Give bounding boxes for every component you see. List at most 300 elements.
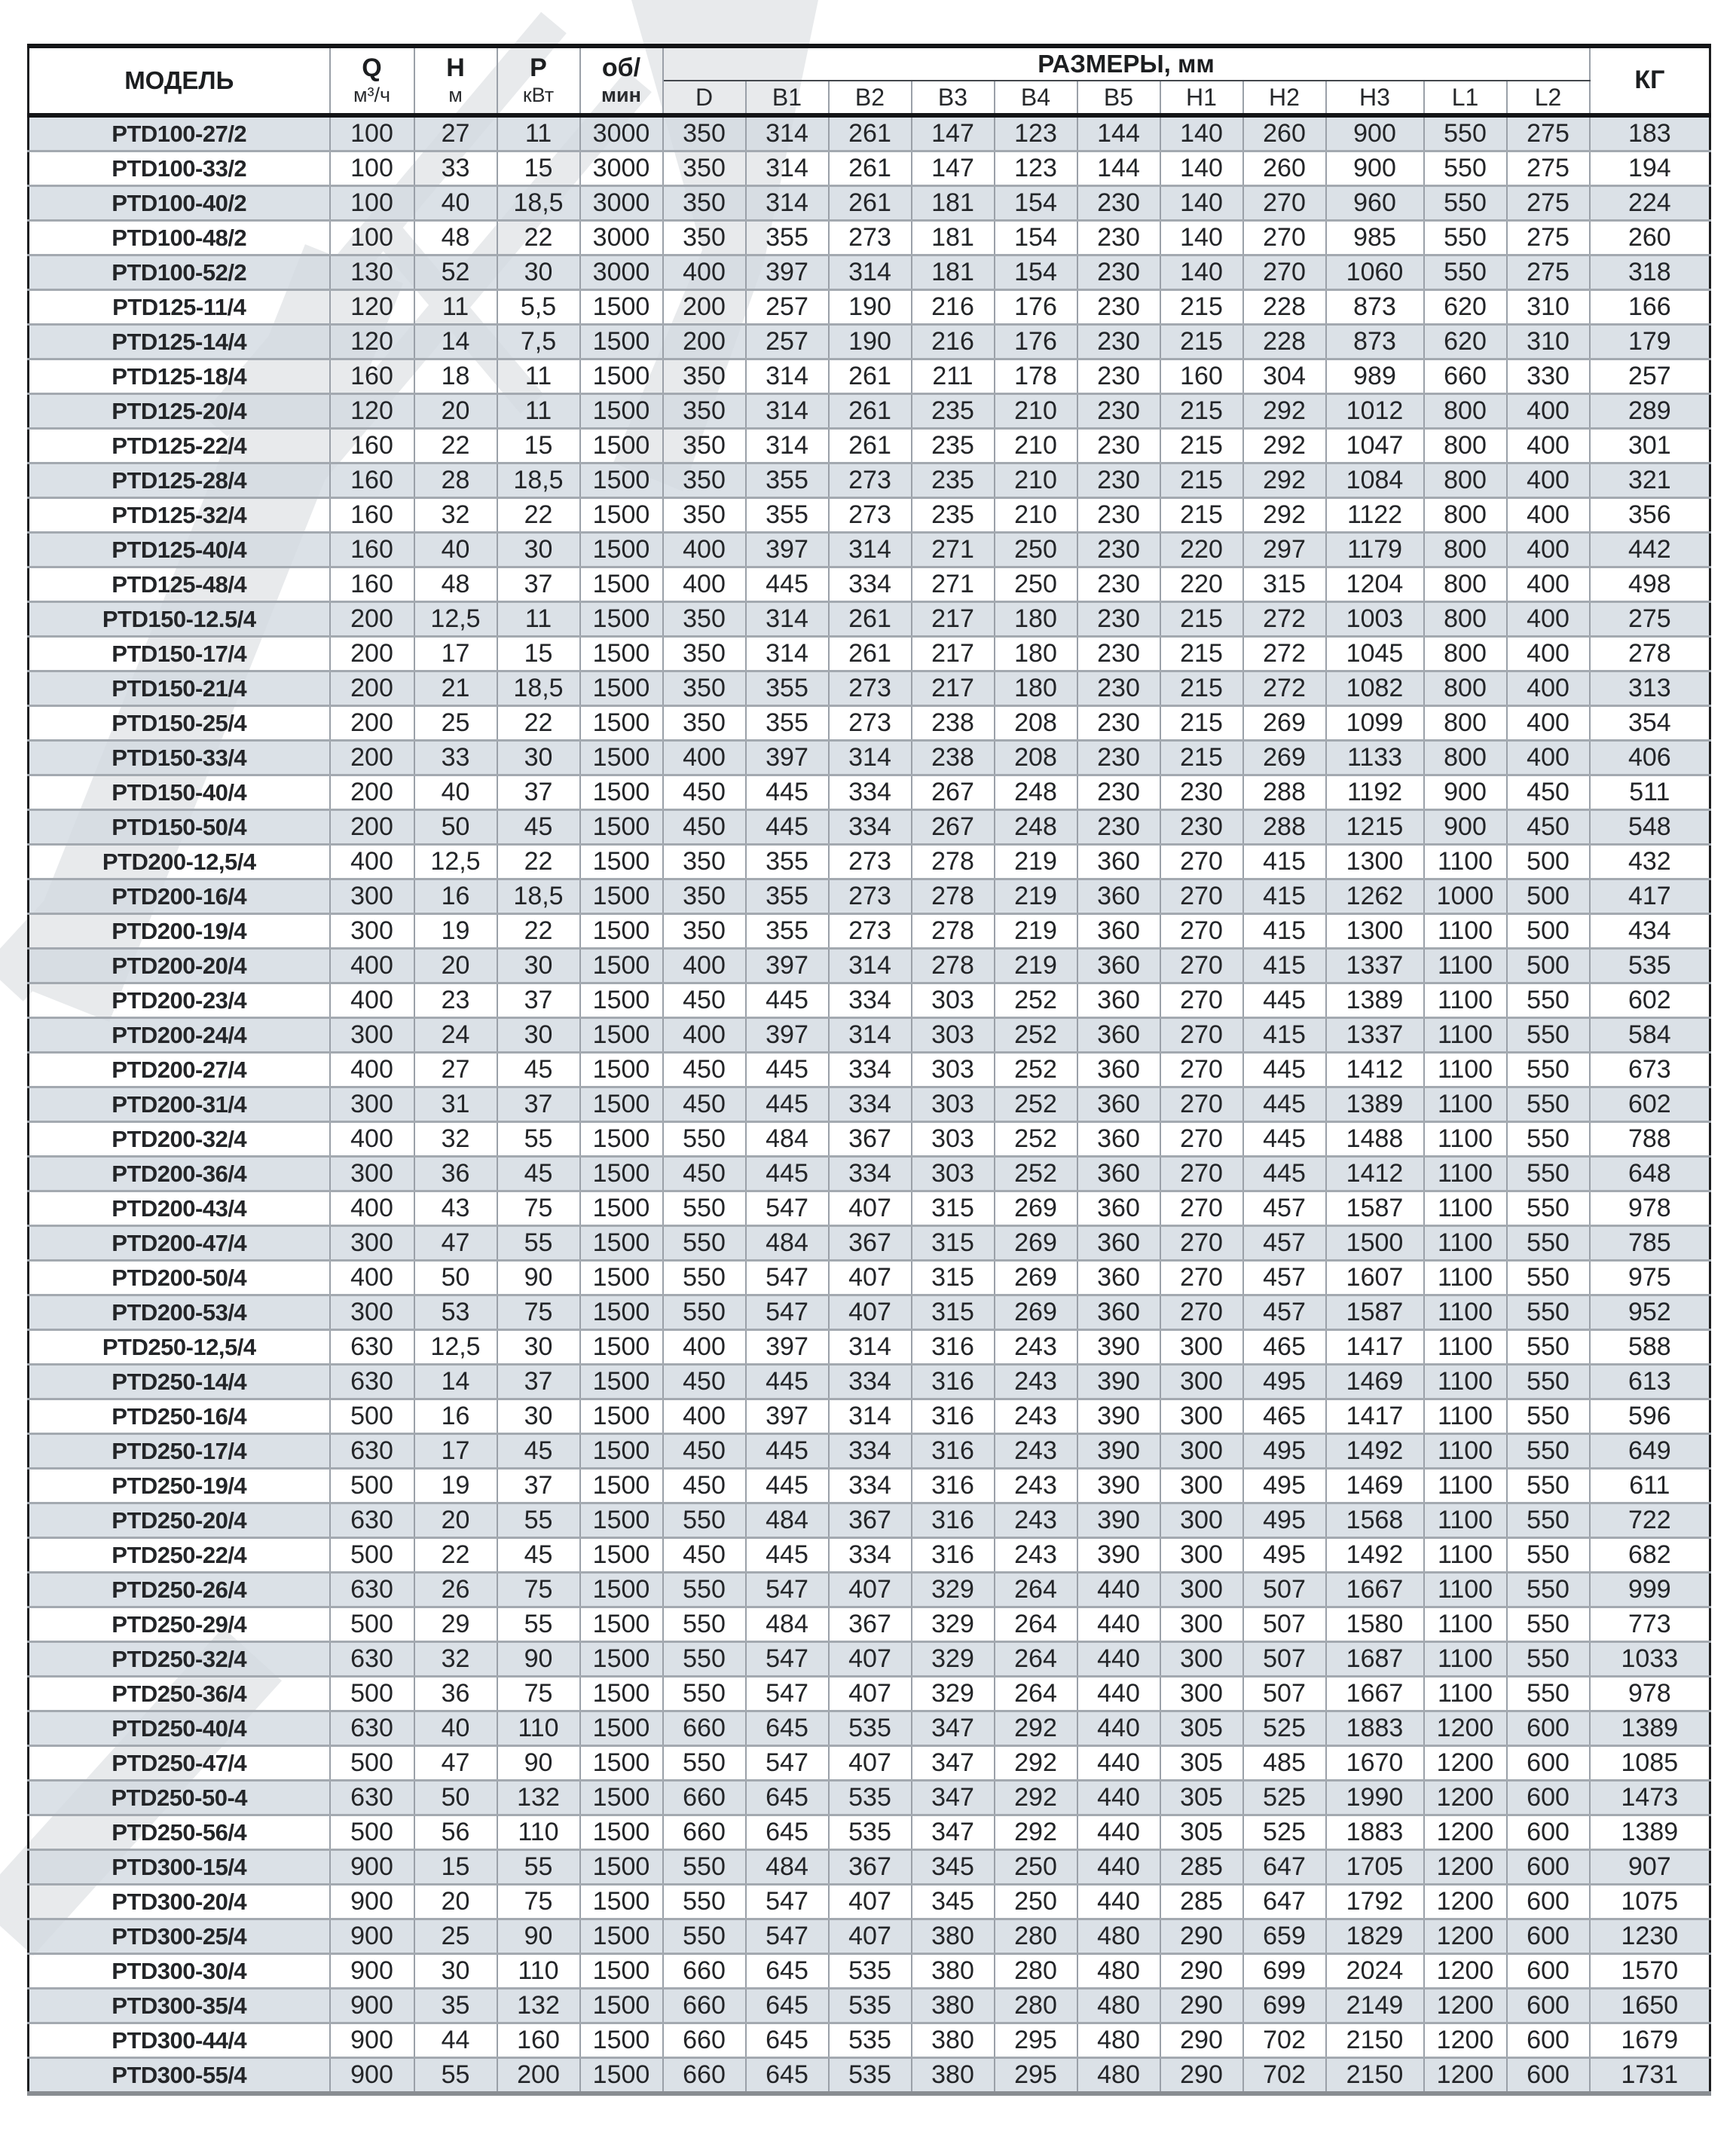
cell-b2: 407 [829,1919,912,1954]
cell-l1: 1100 [1424,845,1507,879]
cell-kg: 511 [1590,775,1710,810]
header-dim-l2: L2 [1507,81,1590,115]
cell-model: PTD250-32/4 [29,1642,330,1677]
cell-b1: 314 [746,394,829,429]
cell-d: 350 [663,394,746,429]
cell-h: 32 [414,1642,497,1677]
table-row [29,1434,1710,1469]
cell-b5: 230 [1077,221,1160,255]
cell-b4: 154 [995,186,1077,221]
cell-h: 19 [414,914,497,949]
cell-h: 29 [414,1607,497,1642]
cell-b4: 210 [995,429,1077,463]
cell-b3: 380 [912,1919,995,1954]
cell-p: 18,5 [497,671,580,706]
cell-model: PTD150-25/4 [29,706,330,741]
cell-h3: 1670 [1326,1746,1424,1781]
cell-d: 450 [663,983,746,1018]
cell-model: PTD300-35/4 [29,1989,330,2023]
table-row [29,706,1710,741]
cell-b1: 484 [746,1122,829,1157]
cell-l1: 1100 [1424,983,1507,1018]
cell-kg: 257 [1590,359,1710,394]
cell-d: 200 [663,325,746,359]
cell-h2: 415 [1243,1018,1326,1053]
cell-b3: 315 [912,1295,995,1330]
cell-h1: 300 [1160,1330,1243,1365]
cell-h: 27 [414,1053,497,1087]
cell-rpm: 1500 [580,1087,663,1122]
cell-b4: 243 [995,1469,1077,1503]
cell-b4: 208 [995,706,1077,741]
cell-kg: 301 [1590,429,1710,463]
table-row [29,1087,1710,1122]
cell-b5: 144 [1077,151,1160,186]
cell-kg: 722 [1590,1503,1710,1538]
cell-rpm: 1500 [580,290,663,325]
cell-d: 660 [663,2058,746,2094]
cell-h: 33 [414,151,497,186]
cell-b3: 345 [912,1885,995,1919]
cell-d: 400 [663,1330,746,1365]
cell-h: 22 [414,1538,497,1573]
cell-h2: 260 [1243,151,1326,186]
cell-rpm: 1500 [580,394,663,429]
cell-model: PTD300-15/4 [29,1850,330,1885]
table-row [29,1989,1710,2023]
cell-kg: 194 [1590,151,1710,186]
cell-h2: 445 [1243,1053,1326,1087]
table-header [29,46,1710,115]
table-row [29,567,1710,602]
cell-q: 630 [330,1330,414,1365]
cell-b5: 230 [1077,775,1160,810]
cell-kg: 952 [1590,1295,1710,1330]
cell-b5: 230 [1077,533,1160,567]
cell-model: PTD200-31/4 [29,1087,330,1122]
cell-b1: 314 [746,151,829,186]
cell-b1: 445 [746,1365,829,1399]
cell-d: 350 [663,151,746,186]
table-row [29,1295,1710,1330]
cell-q: 300 [330,879,414,914]
cell-b4: 280 [995,1954,1077,1989]
cell-kg: 975 [1590,1261,1710,1295]
cell-h2: 270 [1243,186,1326,221]
cell-h1: 300 [1160,1677,1243,1711]
cell-b2: 535 [829,1954,912,1989]
cell-h3: 1082 [1326,671,1424,706]
cell-h2: 297 [1243,533,1326,567]
cell-h3: 960 [1326,186,1424,221]
cell-h2: 699 [1243,1989,1326,2023]
cell-b4: 252 [995,1122,1077,1157]
cell-b5: 230 [1077,186,1160,221]
cell-p: 15 [497,151,580,186]
cell-d: 550 [663,1261,746,1295]
cell-b5: 360 [1077,845,1160,879]
cell-h3: 1883 [1326,1815,1424,1850]
cell-h2: 457 [1243,1261,1326,1295]
cell-model: PTD200-19/4 [29,914,330,949]
cell-b3: 181 [912,255,995,290]
cell-b1: 355 [746,498,829,533]
cell-h3: 873 [1326,325,1424,359]
cell-kg: 785 [1590,1226,1710,1261]
header-dim-b4: B4 [995,81,1077,115]
cell-b2: 273 [829,671,912,706]
cell-h: 44 [414,2023,497,2058]
cell-b1: 397 [746,741,829,775]
cell-b1: 397 [746,1018,829,1053]
header-dim-h2: H2 [1243,81,1326,115]
cell-b2: 407 [829,1746,912,1781]
cell-b5: 230 [1077,671,1160,706]
cell-d: 550 [663,1642,746,1677]
header-kg: КГ [1590,46,1710,115]
cell-h2: 228 [1243,325,1326,359]
cell-l2: 600 [1507,1815,1590,1850]
cell-model: PTD250-47/4 [29,1746,330,1781]
cell-rpm: 1500 [580,1330,663,1365]
table-row [29,1815,1710,1850]
cell-p: 90 [497,1261,580,1295]
cell-h1: 270 [1160,983,1243,1018]
cell-b5: 480 [1077,2023,1160,2058]
cell-h: 15 [414,1850,497,1885]
cell-b5: 230 [1077,741,1160,775]
cell-model: PTD250-22/4 [29,1538,330,1573]
cell-b4: 154 [995,221,1077,255]
table-row [29,429,1710,463]
cell-p: 45 [497,1157,580,1191]
cell-d: 550 [663,1573,746,1607]
cell-model: PTD125-14/4 [29,325,330,359]
cell-h: 43 [414,1191,497,1226]
cell-b3: 329 [912,1677,995,1711]
cell-b1: 355 [746,221,829,255]
cell-model: PTD200-20/4 [29,949,330,983]
cell-b3: 303 [912,983,995,1018]
table-row [29,2023,1710,2058]
cell-q: 200 [330,637,414,671]
cell-h: 52 [414,255,497,290]
header-p-label: Р [530,54,547,83]
cell-h1: 305 [1160,1781,1243,1815]
cell-rpm: 1500 [580,1815,663,1850]
cell-b4: 250 [995,533,1077,567]
cell-p: 30 [497,741,580,775]
cell-kg: 1033 [1590,1642,1710,1677]
cell-rpm: 1500 [580,1365,663,1399]
cell-h2: 415 [1243,914,1326,949]
cell-h1: 140 [1160,186,1243,221]
cell-b4: 248 [995,810,1077,845]
cell-l2: 600 [1507,1850,1590,1885]
cell-rpm: 1500 [580,983,663,1018]
table-row [29,394,1710,429]
cell-b2: 334 [829,1365,912,1399]
cell-kg: 354 [1590,706,1710,741]
cell-l2: 550 [1507,1018,1590,1053]
cell-h3: 1412 [1326,1053,1424,1087]
cell-b1: 355 [746,463,829,498]
cell-d: 450 [663,1469,746,1503]
cell-b2: 273 [829,498,912,533]
cell-d: 450 [663,1053,746,1087]
cell-b3: 238 [912,741,995,775]
table-row [29,1503,1710,1538]
cell-h: 24 [414,1018,497,1053]
cell-model: PTD200-12,5/4 [29,845,330,879]
cell-h3: 1492 [1326,1434,1424,1469]
cell-l2: 550 [1507,1677,1590,1711]
cell-d: 450 [663,775,746,810]
cell-b1: 547 [746,1919,829,1954]
cell-l2: 550 [1507,1053,1590,1087]
cell-model: PTD200-36/4 [29,1157,330,1191]
cell-model: PTD100-48/2 [29,221,330,255]
cell-h: 16 [414,879,497,914]
cell-b1: 445 [746,1087,829,1122]
cell-l2: 400 [1507,741,1590,775]
cell-h1: 300 [1160,1434,1243,1469]
cell-h: 12,5 [414,602,497,637]
cell-h: 20 [414,1503,497,1538]
cell-model: PTD250-56/4 [29,1815,330,1850]
cell-h2: 228 [1243,290,1326,325]
cell-h: 14 [414,325,497,359]
table-body [29,115,1710,2093]
cell-p: 55 [497,1607,580,1642]
cell-h3: 900 [1326,115,1424,151]
cell-h3: 1262 [1326,879,1424,914]
cell-l2: 310 [1507,290,1590,325]
cell-b1: 257 [746,290,829,325]
cell-h: 30 [414,1954,497,1989]
cell-h2: 465 [1243,1330,1326,1365]
cell-h: 12,5 [414,1330,497,1365]
cell-p: 90 [497,1642,580,1677]
cell-h2: 647 [1243,1850,1326,1885]
cell-rpm: 1500 [580,1053,663,1087]
cell-p: 45 [497,1538,580,1573]
cell-p: 37 [497,1365,580,1399]
cell-p: 37 [497,983,580,1018]
cell-model: PTD125-20/4 [29,394,330,429]
cell-b4: 180 [995,671,1077,706]
cell-b3: 147 [912,115,995,151]
cell-q: 400 [330,1122,414,1157]
cell-l2: 400 [1507,394,1590,429]
cell-h2: 525 [1243,1781,1326,1815]
cell-b2: 535 [829,1989,912,2023]
cell-b3: 278 [912,845,995,879]
cell-b1: 397 [746,533,829,567]
cell-h2: 269 [1243,706,1326,741]
cell-b2: 334 [829,567,912,602]
cell-h2: 260 [1243,115,1326,151]
cell-b5: 440 [1077,1781,1160,1815]
cell-rpm: 3000 [580,221,663,255]
cell-model: PTD250-36/4 [29,1677,330,1711]
cell-kg: 356 [1590,498,1710,533]
cell-p: 45 [497,1434,580,1469]
cell-b3: 303 [912,1157,995,1191]
cell-d: 550 [663,1677,746,1711]
cell-l2: 330 [1507,359,1590,394]
cell-h: 40 [414,775,497,810]
cell-b4: 264 [995,1573,1077,1607]
cell-b2: 334 [829,810,912,845]
cell-b4: 123 [995,151,1077,186]
cell-b2: 535 [829,1815,912,1850]
cell-kg: 1230 [1590,1919,1710,1954]
cell-d: 350 [663,845,746,879]
cell-h1: 215 [1160,741,1243,775]
cell-h1: 270 [1160,1226,1243,1261]
cell-h1: 300 [1160,1399,1243,1434]
cell-b1: 547 [746,1885,829,1919]
cell-l2: 500 [1507,949,1590,983]
cell-model: PTD200-32/4 [29,1122,330,1157]
cell-h: 26 [414,1573,497,1607]
cell-h2: 272 [1243,602,1326,637]
cell-b2: 407 [829,1642,912,1677]
cell-b3: 181 [912,221,995,255]
cell-d: 550 [663,1885,746,1919]
cell-q: 200 [330,602,414,637]
cell-b1: 314 [746,359,829,394]
cell-h2: 272 [1243,671,1326,706]
table-row [29,637,1710,671]
cell-b5: 230 [1077,290,1160,325]
cell-h3: 1389 [1326,1087,1424,1122]
cell-h: 16 [414,1399,497,1434]
cell-b4: 210 [995,394,1077,429]
cell-h3: 1337 [1326,1018,1424,1053]
cell-b4: 154 [995,255,1077,290]
cell-b2: 535 [829,1711,912,1746]
cell-h3: 1179 [1326,533,1424,567]
cell-p: 30 [497,949,580,983]
table-row [29,983,1710,1018]
table-row [29,1919,1710,1954]
cell-kg: 442 [1590,533,1710,567]
cell-p: 22 [497,845,580,879]
cell-q: 900 [330,1919,414,1954]
cell-l1: 1200 [1424,1954,1507,1989]
cell-h3: 1122 [1326,498,1424,533]
cell-h3: 1580 [1326,1607,1424,1642]
cell-h: 32 [414,498,497,533]
cell-b3: 380 [912,2058,995,2094]
cell-l1: 1100 [1424,1191,1507,1226]
cell-p: 110 [497,1954,580,1989]
cell-h: 48 [414,567,497,602]
cell-h: 47 [414,1226,497,1261]
cell-p: 15 [497,637,580,671]
cell-d: 400 [663,741,746,775]
cell-model: PTD200-43/4 [29,1191,330,1226]
cell-d: 550 [663,1746,746,1781]
cell-b2: 407 [829,1677,912,1711]
cell-kg: 289 [1590,394,1710,429]
cell-h2: 702 [1243,2058,1326,2094]
cell-rpm: 1500 [580,1573,663,1607]
cell-l2: 600 [1507,1954,1590,1989]
cell-q: 500 [330,1607,414,1642]
cell-b3: 267 [912,810,995,845]
cell-model: PTD250-20/4 [29,1503,330,1538]
cell-d: 450 [663,1538,746,1573]
cell-rpm: 1500 [580,1122,663,1157]
cell-h1: 300 [1160,1642,1243,1677]
cell-h2: 445 [1243,1087,1326,1122]
cell-b4: 180 [995,637,1077,671]
cell-d: 350 [663,429,746,463]
cell-b2: 334 [829,1434,912,1469]
table-row [29,1469,1710,1503]
cell-kg: 588 [1590,1330,1710,1365]
cell-kg: 224 [1590,186,1710,221]
cell-l1: 550 [1424,255,1507,290]
cell-kg: 682 [1590,1538,1710,1573]
table-row [29,221,1710,255]
cell-b5: 360 [1077,1261,1160,1295]
cell-l1: 1200 [1424,1885,1507,1919]
cell-b2: 190 [829,290,912,325]
cell-kg: 1473 [1590,1781,1710,1815]
cell-b5: 440 [1077,1711,1160,1746]
cell-h2: 525 [1243,1711,1326,1746]
cell-b3: 216 [912,325,995,359]
cell-b3: 345 [912,1850,995,1885]
cell-b3: 216 [912,290,995,325]
cell-l1: 620 [1424,290,1507,325]
table-row [29,1642,1710,1677]
cell-h2: 485 [1243,1746,1326,1781]
cell-model: PTD100-33/2 [29,151,330,186]
cell-h3: 1417 [1326,1399,1424,1434]
cell-model: PTD200-23/4 [29,983,330,1018]
cell-l2: 600 [1507,2023,1590,2058]
cell-l1: 900 [1424,810,1507,845]
cell-h3: 1417 [1326,1330,1424,1365]
table-row [29,151,1710,186]
cell-l1: 800 [1424,498,1507,533]
cell-b2: 261 [829,637,912,671]
cell-h3: 873 [1326,290,1424,325]
cell-h1: 290 [1160,2058,1243,2094]
cell-h: 56 [414,1815,497,1850]
cell-l1: 550 [1424,151,1507,186]
cell-b5: 360 [1077,1018,1160,1053]
cell-d: 550 [663,1850,746,1885]
cell-l2: 600 [1507,1781,1590,1815]
cell-b1: 645 [746,2058,829,2094]
cell-h: 33 [414,741,497,775]
cell-h3: 1607 [1326,1261,1424,1295]
cell-h1: 215 [1160,637,1243,671]
cell-h2: 702 [1243,2023,1326,2058]
cell-b4: 269 [995,1295,1077,1330]
cell-h2: 457 [1243,1191,1326,1226]
cell-h1: 300 [1160,1607,1243,1642]
cell-b5: 144 [1077,115,1160,151]
cell-b5: 480 [1077,1919,1160,1954]
cell-q: 120 [330,325,414,359]
